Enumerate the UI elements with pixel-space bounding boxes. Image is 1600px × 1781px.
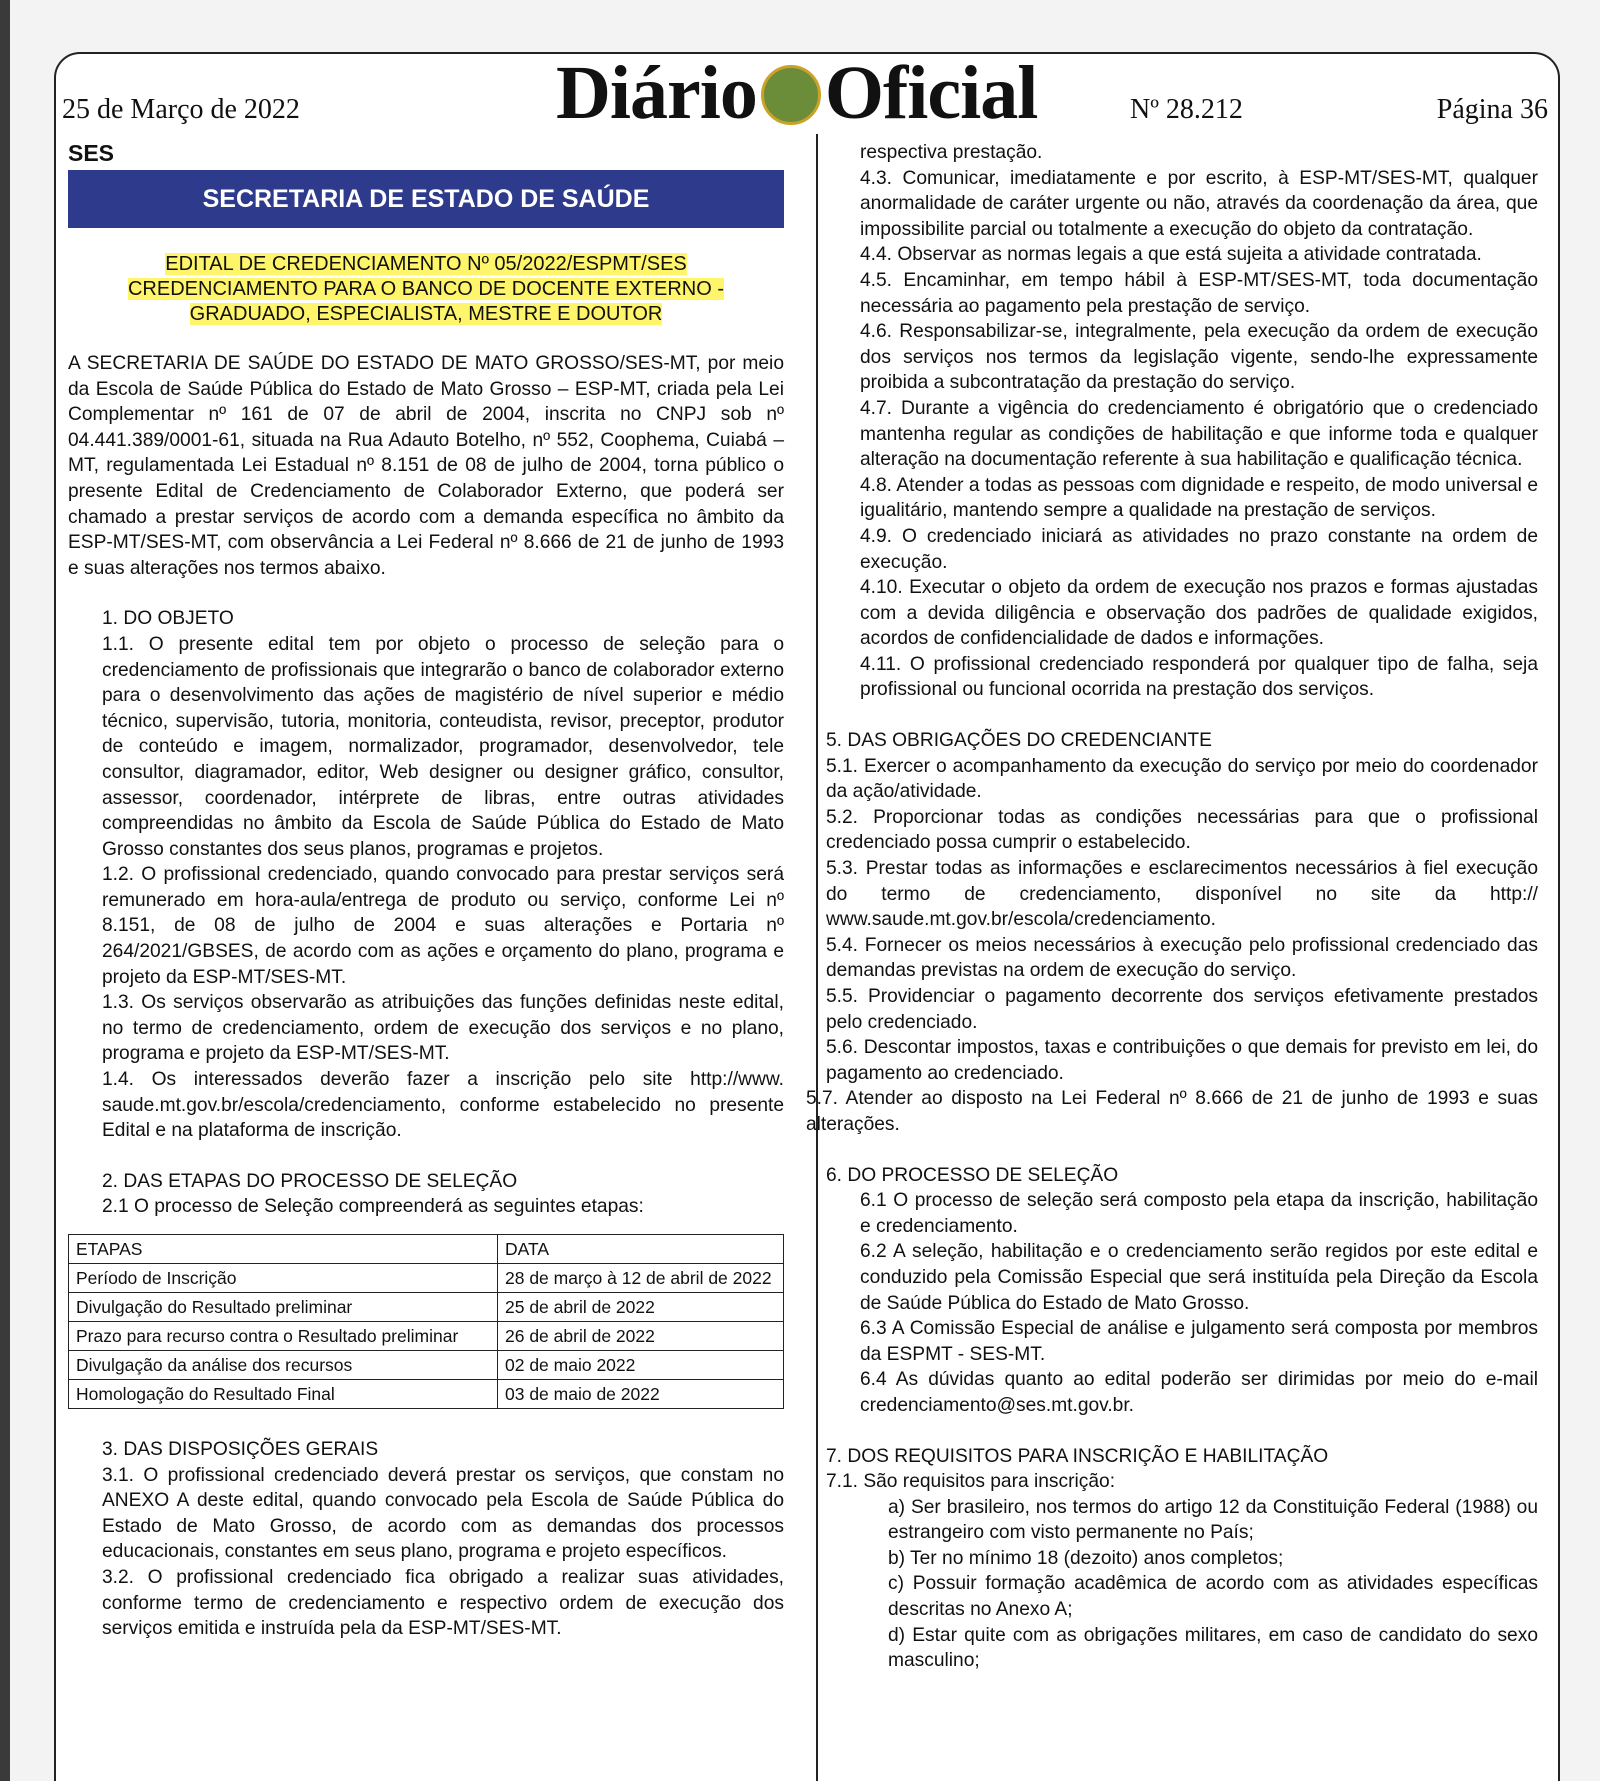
table-cell: Divulgação da análise dos recursos	[69, 1351, 498, 1380]
edital-title-line: EDITAL DE CREDENCIAMENTO Nº 05/2022/ESPMT/SES	[165, 253, 687, 275]
newspaper-page	[54, 52, 1560, 1781]
table-cell: Homologação do Resultado Final	[69, 1380, 498, 1409]
paragraph-spacer	[826, 1419, 1538, 1444]
paragraph: c) Possuir formação acadêmica de acordo com as atividades específicas descritas no Anexo A;	[888, 1573, 1538, 1621]
section-banner: SECRETARIA DE ESTADO DE SAÚDE	[68, 170, 784, 228]
paragraph: 3.1. O profissional credenciado deverá prestar os serviços, que constam no ANEXO A deste edital, quando convocado pela Escola de Saúde Pública do Estado de Mato Grosso, de acordo com as demandas dos processos educacionais, constantes em seus plano, programa e projeto específicos.	[102, 1464, 784, 1563]
paragraph: 4.11. O profissional credenciado responderá por qualquer tipo de falha, seja profissional ou funcional ocorrida na prestação dos serviços.	[860, 653, 1538, 701]
stages-table	[68, 1234, 784, 1409]
paragraph: 7.1. São requisitos para inscrição:	[826, 1471, 1116, 1493]
table-cell: 28 de março à 12 de abril de 2022	[498, 1264, 784, 1293]
paragraph: 2. DAS ETAPAS DO PROCESSO DE SELEÇÃO	[102, 1170, 518, 1192]
paragraph: A SECRETARIA DE SAÚDE DO ESTADO DE MATO GROSSO/SES-MT, por meio da Escola de Saúde Pública do Estado de Mato Grosso – ESP-MT, criada pela Lei Complementar nº 161 de 07 de abril de 2004, inscrita no CNPJ sob nº 04.441.389/0001-61, situada na Rua Adauto Botelho, nº 552, Coophema, Cuiabá – MT, regulamentada Lei Estadual nº 8.151 de 08 de julho de 2004, torna público o presente Edital de Credenciamento de Colaborador Externo, que poderá ser chamado a prestar serviços de acordo com a demanda específica no âmbito da ESP-MT/SES-MT, com observância a Lei Federal nº 8.666 de 21 de junho de 1993 e suas alterações nos termos abaixo.	[68, 353, 784, 579]
paragraph: 1.2. O profissional credenciado, quando convocado para prestar serviços será remunerado em hora-aula/entrega de produto ou serviço, conforme Lei nº 8.151, de 08 de julho de 2004 e suas alterações e Portaria nº 264/2021/GBSES, de acordo com as ações e orçamento do plano, programa e projeto da ESP-MT/SES-MT.	[102, 864, 784, 988]
paragraph: 6.3 A Comissão Especial de análise e julgamento será composta por membros da ESPMT - SES-MT.	[860, 1318, 1538, 1365]
edital-title-line: GRADUADO, ESPECIALISTA, MESTRE E DOUTOR	[189, 303, 663, 325]
paragraph: 6.2 A seleção, habilitação e o credenciamento serão regidos por este edital e conduzido pela Comissão Especial que será instituída pela Direção da Escola de Saúde Pública do Estado de Mato Grosso.	[860, 1241, 1538, 1314]
right-column	[806, 140, 1538, 1674]
paragraph: 6.1 O processo de seleção será composto pela etapa da inscrição, habilitação e credenciamento.	[860, 1190, 1538, 1237]
table-row	[69, 1322, 784, 1351]
edital-title-line: CREDENCIAMENTO PARA O BANCO DE DOCENTE EXTERNO -	[127, 278, 724, 300]
right-paragraphs	[806, 140, 1538, 1674]
paragraph-spacer	[826, 1138, 1538, 1163]
paragraph: 1.3. Os serviços observarão as atribuições das funções definidas neste edital, no termo de credenciamento, ordem de execução dos serviços e no plano, programa e projeto da ESP-MT/SES-MT.	[102, 992, 784, 1065]
left-column	[68, 140, 784, 1642]
edital-title	[68, 252, 784, 327]
paragraph: 1.4. Os interessados deverão fazer a inscrição pelo site http://www. saude.mt.gov.br/escola/credenciamento, conforme estabelecido no presente Edital e na plataforma de inscrição.	[102, 1069, 784, 1142]
paragraph: 4.7. Durante a vigência do credenciamento é obrigatório que o credenciado mantenha regular as condições de habilitação e que informe toda e qualquer alteração na documentação referente à sua habilitação e qualificação técnica.	[860, 397, 1538, 471]
paragraph: 5.4. Fornecer os meios necessários à execução pelo profissional credenciado das demandas previstas na ordem de execução do serviço.	[826, 934, 1538, 982]
issue-date: 25 de Março de 2022	[62, 94, 300, 125]
masthead-title-left: Diário	[556, 51, 757, 135]
paragraph: respectiva prestação.	[860, 142, 1043, 163]
paragraph-spacer	[826, 703, 1538, 728]
paragraph: 3.2. O profissional credenciado fica obrigado a realizar suas atividades, conforme termo de credenciamento e respectivo ordem de execução dos serviços emitida e instruída pela da ESP-MT/SES-MT.	[102, 1566, 784, 1640]
table-header-cell: ETAPAS	[69, 1235, 498, 1264]
paragraph: 4.8. Atender a todas as pessoas com dignidade e respeito, de modo universal e igualitário, mantendo sempre a qualidade na prestação de serviços.	[860, 474, 1538, 522]
paragraph: 5.7. Atender ao disposto na Lei Federal nº 8.666 de 21 de junho de 1993 e suas alterações.	[806, 1088, 1538, 1135]
table-cell: Período de Inscrição	[69, 1264, 498, 1293]
paragraph: a) Ser brasileiro, nos termos do artigo 12 da Constituição Federal (1988) ou estrangeiro com visto permanente no País;	[888, 1496, 1538, 1544]
table-row	[69, 1264, 784, 1293]
paragraph: 4.9. O credenciado iniciará as atividades no prazo constante na ordem de execução.	[860, 525, 1538, 573]
table-cell: Divulgação do Resultado preliminar	[69, 1293, 498, 1322]
paragraph: 4.10. Executar o objeto da ordem de execução nos prazos e formas ajustadas com a devida diligência e observação dos padrões de qualidade exigidos, acordos de confidencialidade de dados e informações.	[860, 577, 1538, 650]
masthead-logo	[556, 50, 1037, 137]
paragraph: 3. DAS DISPOSIÇÕES GERAIS	[102, 1439, 379, 1460]
paragraph-spacer	[68, 1144, 784, 1169]
table-row	[69, 1293, 784, 1322]
table-header-cell: DATA	[498, 1235, 784, 1264]
paragraph: b) Ter no mínimo 18 (dezoito) anos completos;	[888, 1547, 1284, 1569]
paragraph: 4.3. Comunicar, imediatamente e por escrito, à ESP-MT/SES-MT, qualquer anormalidade de caráter urgente ou não, através da coordenação da área, que impossibilite parcial ou totalmente a execução do objeto da contratação.	[860, 167, 1538, 240]
paragraph: 7. DOS REQUISITOS PARA INSCRIÇÃO E HABILITAÇÃO	[826, 1445, 1329, 1467]
paragraph: 1. DO OBJETO	[102, 608, 234, 630]
paragraph: 5.6. Descontar impostos, taxas e contribuições o que demais for previsto em lei, do pagamento ao credenciado.	[826, 1037, 1538, 1084]
table-cell: 02 de maio 2022	[498, 1351, 784, 1380]
column-divider	[816, 134, 818, 1781]
table-header-row	[69, 1235, 784, 1264]
section-tag: SES	[68, 140, 115, 166]
document-viewer	[10, 0, 1600, 1781]
paragraph: 5.2. Proporcionar todas as condições necessárias para que o profissional credenciado possa cumprir o estabelecido.	[826, 806, 1538, 854]
left-paragraphs-after-table	[68, 1437, 784, 1642]
table-row	[69, 1351, 784, 1380]
paragraph: 1.1. O presente edital tem por objeto o processo de seleção para o credenciamento de profissionais que integrarão o banco de colaborador externo para o desenvolvimento das ações de magistério de nível superior e médio técnico, supervisão, tutoria, monitoria, conteudista, revisor, preceptor, produtor de conteúdo e imagem, normalizador, programador, desenvolvedor, tele consultor, diagramador, editor, Web designer ou designer gráfico, consultor, assessor, coordenador, intérprete de libras, entre outras atividades compreendidas no âmbito da Escola de Saúde Pública do Estado de Mato Grosso constantes dos seus planos, programas e projetos.	[102, 633, 784, 860]
paragraph: 4.5. Encaminhar, em tempo hábil à ESP-MT/SES-MT, toda documentação necessária ao pagamento pela prestação de serviço.	[860, 269, 1538, 317]
paragraph: 4.4. Observar as normas legais a que está sujeita a atividade contratada.	[860, 244, 1482, 266]
page-number: Página 36	[1436, 94, 1548, 125]
table-cell: 03 de maio de 2022	[498, 1380, 784, 1409]
paragraph: 2.1 O processo de Seleção compreenderá as seguintes etapas:	[102, 1196, 644, 1218]
issue-number: Nº 28.212	[1130, 94, 1243, 125]
table-row	[69, 1380, 784, 1409]
paragraph: 5.3. Prestar todas as informações e esclarecimentos necessários à fiel execução do termo de credenciamento, disponível no site da http:// www.saude.mt.gov.br/escola/credenciamento.	[826, 858, 1538, 931]
paragraph: 5. DAS OBRIGAÇÕES DO CREDENCIANTE	[826, 730, 1212, 752]
paragraph: 6. DO PROCESSO DE SELEÇÃO	[826, 1164, 1119, 1186]
coat-of-arms-icon	[761, 65, 821, 125]
left-paragraphs	[68, 351, 784, 1220]
paragraph: d) Estar quite com as obrigações militares, em caso de candidato do sexo masculino;	[888, 1624, 1538, 1672]
table-cell: 25 de abril de 2022	[498, 1293, 784, 1322]
table-cell: Prazo para recurso contra o Resultado preliminar	[69, 1322, 498, 1351]
paragraph: 4.6. Responsabilizar-se, integralmente, pela execução da ordem de execução dos serviços nos termos da legislação vigente, sendo-lhe expressamente proibida a subcontratação da prestação do serviço.	[860, 321, 1538, 394]
paragraph: 5.5. Providenciar o pagamento decorrente dos serviços efetivamente prestados pelo credenciado.	[826, 986, 1538, 1033]
table-cell: 26 de abril de 2022	[498, 1322, 784, 1351]
paragraph: 5.1. Exercer o acompanhamento da execução do serviço por meio do coordenador da ação/atividade.	[826, 755, 1538, 803]
paragraph-spacer	[68, 581, 784, 606]
masthead-title-right: Oficial	[824, 51, 1038, 135]
paragraph: 6.4 As dúvidas quanto ao edital poderão ser dirimidas por meio do e-mail credenciamento@ses.mt.gov.br.	[860, 1369, 1538, 1416]
